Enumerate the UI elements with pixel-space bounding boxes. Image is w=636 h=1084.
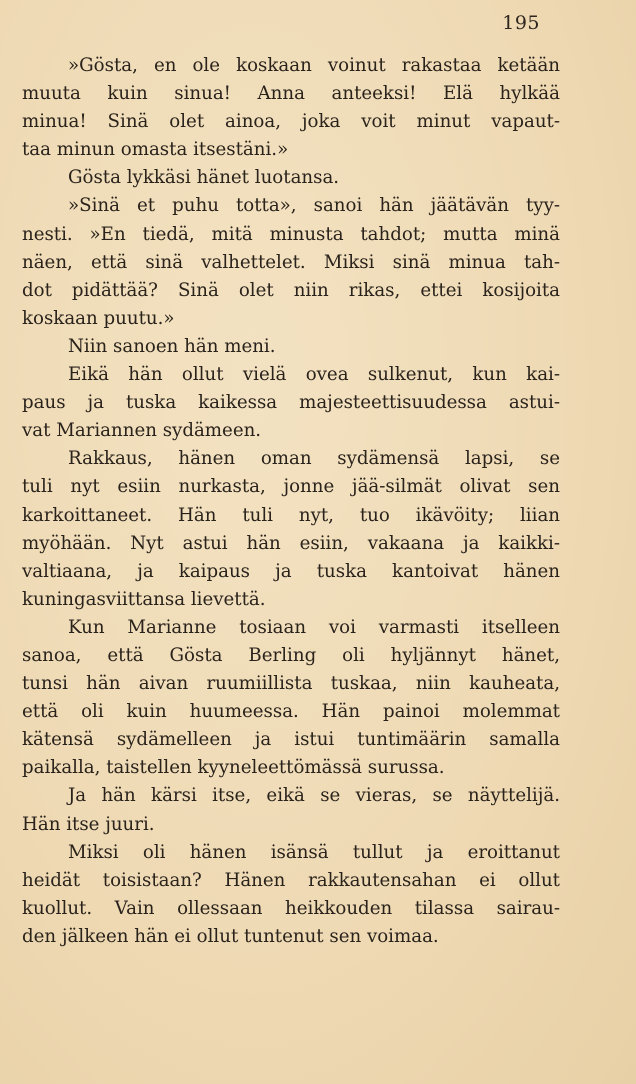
text-line: Hän itse juuri. [22, 813, 155, 835]
page-number: 195 [502, 12, 540, 34]
text-line: valtiaana, ja kaipaus ja tuska kantoivat hänen [22, 560, 560, 582]
text-line: kätensä sydämelleen ja istui tuntimäärin samalla [22, 729, 560, 751]
text-line: Rakkaus, hänen oman sydämensä lapsi, se [68, 448, 560, 470]
text-line: myöhään. Nyt astui hän esiin, vakaana ja kaikki- [22, 532, 560, 554]
text-line: tunsi hän aivan ruumiillista tuskaa, niin kauheata, [22, 673, 560, 695]
text-line: »Sinä et puhu totta», sanoi hän jäätävän tyy- [68, 195, 560, 217]
text-line: tuli nyt esiin nurkasta, jonne jää-silmät olivat sen [22, 476, 560, 498]
text-line: paus ja tuska kaikessa majesteettisuudessa astui- [22, 392, 560, 414]
text-line: Ja hän kärsi itse, eikä se vieras, se näyttelijä. [68, 785, 560, 807]
text-line: Niin sanoen hän meni. [68, 335, 276, 357]
text-line: Kun Marianne tosiaan voi varmasti itselleen [68, 616, 560, 638]
text-line: että oli kuin huumeessa. Hän painoi molemmat [22, 701, 560, 723]
text-line: karkoittaneet. Hän tuli nyt, tuo ikävöity; liian [22, 504, 560, 526]
text-line: Eikä hän ollut vielä ovea sulkenut, kun kai- [68, 364, 560, 386]
text-line: Gösta lykkäsi hänet luotansa. [68, 167, 340, 189]
text-line: taa minun omasta itsestäni.» [22, 139, 289, 161]
text-line: paikalla, taistellen kyyneleettömässä surussa. [22, 757, 445, 779]
body-text [22, 52, 560, 951]
text-line: sanoa, että Gösta Berling oli hyljännyt hänet, [22, 644, 560, 666]
text-line: »Gösta, en ole koskaan voinut rakastaa ketään [68, 55, 560, 76]
text-line: heidät toisistaan? Hänen rakkautensahan ei ollut [22, 869, 560, 891]
text-line: nesti. »En tiedä, mitä minusta tahdot; mutta minä [22, 223, 560, 245]
text-line: kuollut. Vain ollessaan heikkouden tilassa sairau- [22, 897, 560, 919]
text-line: kuningasviittansa lievettä. [22, 588, 266, 610]
text-line: näen, että sinä valhettelet. Miksi sinä minua tah- [22, 251, 560, 273]
text-line: dot pidättää? Sinä olet niin rikas, ettei kosijoita [22, 279, 560, 301]
text-line: muuta kuin sinua! Anna anteeksi! Elä hylkää [22, 83, 560, 105]
text-line: Miksi oli hänen isänsä tullut ja eroittanut [68, 841, 560, 863]
text-line: den jälkeen hän ei ollut tuntenut sen voimaa. [22, 925, 439, 947]
text-line: vat Mariannen sydämeen. [22, 420, 262, 442]
text-line: koskaan puutu.» [22, 307, 175, 329]
text-line: minua! Sinä olet ainoa, joka voit minut vapaut- [22, 111, 560, 133]
